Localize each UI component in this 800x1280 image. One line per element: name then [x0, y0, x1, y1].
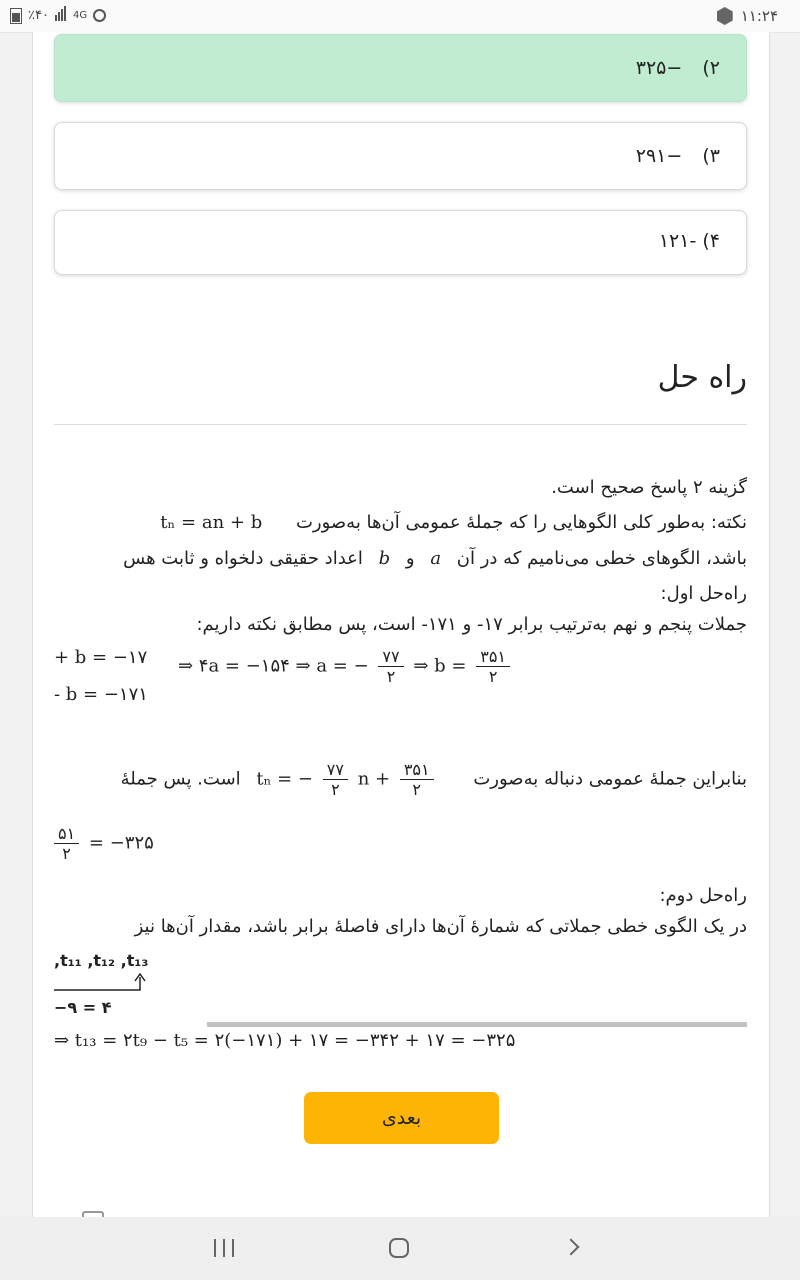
var-b: b [378, 548, 391, 569]
note-cont-end: اعداد حقیقی دلخواه و ثابت هس [123, 548, 363, 569]
frac-num: ۵۱ [54, 824, 79, 844]
fraction-351-2 [476, 647, 510, 686]
frac-num: ۷۷ [378, 647, 403, 667]
formula-part-b: n + [357, 768, 391, 790]
battery-icon [10, 8, 22, 24]
app-notification-icon [717, 7, 733, 25]
general-term-end: است. پس جملهٔ [120, 768, 241, 790]
option-value: −۳۲۵ [635, 57, 683, 79]
diagram-difference: −۹ = ۴ [54, 998, 112, 1017]
equation-system-bottom: - b = −۱۷۱ [54, 684, 148, 705]
term-result-line [54, 824, 154, 863]
next-button[interactable]: بعدی [304, 1092, 499, 1144]
method-two-heading: راه‌حل دوم: [659, 885, 747, 906]
divider [54, 424, 747, 425]
frac-den: ۲ [488, 667, 498, 686]
formula-part-a: tₙ = − [256, 768, 314, 790]
frac-num: ۳۵۱ [476, 647, 510, 667]
solution-title: راه حل [657, 360, 747, 395]
home-icon[interactable] [389, 1238, 409, 1258]
equation-solve [178, 647, 514, 686]
term-result: = −۳۲۵ [88, 832, 154, 854]
general-term-line [121, 760, 747, 799]
status-bar [0, 0, 800, 33]
signal-icon [55, 6, 67, 25]
note-text: نکته: به‌طور کلی الگوهایی را که جملهٔ عمومی آن‌ها به‌صورت [295, 512, 747, 533]
diagram-terms: ,t₁₁ ,t₁₂ ,t₁₃ [54, 951, 149, 970]
back-icon[interactable] [563, 1239, 580, 1256]
answer-option-3[interactable] [54, 122, 747, 190]
option-number: ۲) [702, 57, 720, 79]
clock: ۱۱:۲۴ [740, 7, 778, 25]
frac-den: ۲ [62, 844, 71, 863]
fraction-351-2 [400, 760, 434, 799]
status-right-group [717, 7, 778, 25]
frac-den: ۲ [331, 780, 340, 799]
horizontal-scrollbar[interactable] [207, 1022, 747, 1027]
answer-option-2[interactable] [54, 34, 747, 102]
var-a: a [430, 548, 442, 569]
general-term-text: بنابراین جملهٔ عمومی دنباله به‌صورت [473, 768, 747, 790]
answer-option-4[interactable] [54, 210, 747, 275]
equation-system-top: + b = −۱۷ [54, 647, 148, 668]
system-nav-bar [0, 1217, 800, 1280]
solution-answer-line: گزینه ۲ پاسخ صحیح است. [551, 477, 747, 498]
fraction-77-2 [323, 760, 348, 799]
network-type: 4G [72, 10, 88, 21]
note-formula: tₙ = an + b [160, 512, 263, 533]
and-word: و [405, 548, 415, 569]
eq-solve-part2: ⇒ b = [413, 655, 467, 677]
frac-den: ۲ [386, 667, 396, 686]
frac-num: ۳۵۱ [400, 760, 434, 780]
alarm-icon [93, 9, 106, 22]
diagram-arrow [54, 971, 146, 993]
option-value: -۱۲۱ [658, 230, 697, 252]
option-number: ۳) [702, 145, 720, 167]
fraction-77-2 [378, 647, 403, 686]
option-number: ۴) [702, 230, 720, 252]
fraction-partial [54, 824, 79, 863]
status-left-icons [10, 6, 106, 25]
eq-solve-part1: ⇒ ۴a = −۱۵۴ ⇒ a = − [178, 655, 369, 677]
note-continuation [123, 548, 747, 569]
recents-icon[interactable] [214, 1239, 234, 1257]
general-term-formula [256, 760, 437, 799]
solution-body [54, 477, 747, 1057]
method-one-heading: راه‌حل اول: [660, 583, 747, 604]
note-line [160, 512, 747, 533]
battery-level: ٪۴۰ [28, 8, 49, 23]
frac-num: ۷۷ [323, 760, 348, 780]
method-one-text: جملات پنجم و نهم به‌ترتیب برابر ۱۷- و ۱۷۱- است، پس مطابق نکته داریم: [196, 614, 747, 635]
final-equation: ⇒ t₁₃ = ۲t₉ − t₅ = ۲(−۱۷۱) + ۱۷ = −۳۴۲ + ۱۷ = −۳۲۵ [54, 1030, 516, 1051]
frac-den: ۲ [412, 780, 422, 799]
note-cont-text: باشد، الگوهای خطی می‌نامیم که در آن [456, 548, 747, 569]
method-two-text: در یک الگوی خطی جملاتی که شمارهٔ آن‌ها دارای فاصلهٔ برابر باشد، مقدار آن‌ها نیز [134, 916, 747, 937]
content-page [32, 32, 770, 1217]
option-value: −۲۹۱ [635, 145, 683, 167]
